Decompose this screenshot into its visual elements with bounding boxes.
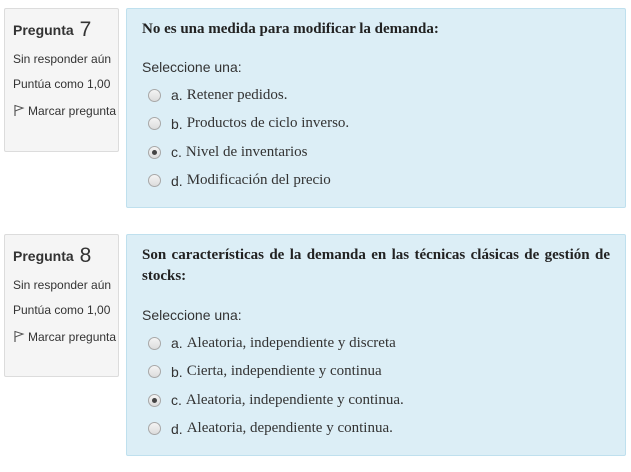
answer-letter: b. (171, 115, 183, 132)
radio-button[interactable] (148, 365, 161, 378)
answer-list (142, 329, 610, 443)
answer-text: Cierta, independiente y continua (186, 363, 382, 380)
answer-option-d[interactable] (142, 167, 610, 196)
question-label: Pregunta (13, 22, 74, 38)
answer-option-b[interactable] (142, 358, 610, 387)
question-number-value: 8 (79, 244, 92, 267)
answer-letter: d. (171, 420, 183, 437)
answer-list (142, 81, 610, 195)
answer-text: Aleatoria, independiente y continua. (185, 391, 404, 408)
question-info (4, 8, 119, 152)
answer-text: Productos de ciclo inverso. (186, 115, 350, 132)
flag-label: Marcar pregunta (28, 330, 117, 344)
answer-letter: c. (171, 392, 182, 409)
question-number (13, 243, 118, 267)
question-grade: Puntúa como 1,00 (13, 303, 111, 317)
flag-icon (13, 330, 25, 342)
radio-button[interactable] (148, 337, 161, 350)
radio-button-selected[interactable] (148, 146, 161, 159)
answer-option-d[interactable] (142, 415, 610, 444)
answer-letter: a. (171, 87, 183, 104)
answer-prompt: Seleccione una: (142, 59, 242, 75)
answer-text: Nivel de inventarios (185, 143, 308, 160)
answer-option-c[interactable] (142, 138, 610, 167)
answer-letter: c. (171, 144, 182, 161)
answer-option-b[interactable] (142, 110, 610, 139)
answer-text: Modificación del precio (186, 172, 331, 189)
question-content (126, 234, 626, 456)
question-label: Pregunta (13, 248, 74, 264)
question-content (126, 8, 626, 208)
radio-button[interactable] (148, 117, 161, 130)
flag-question-link[interactable] (13, 327, 118, 347)
radio-button[interactable] (148, 89, 161, 102)
question-8 (4, 234, 626, 458)
question-grade: Puntúa como 1,00 (13, 77, 111, 91)
question-info (4, 234, 119, 377)
radio-button-selected[interactable] (148, 394, 161, 407)
question-7 (4, 8, 626, 208)
question-state: Sin responder aún (13, 52, 112, 66)
flag-question-link[interactable] (13, 101, 118, 121)
question-number-value: 7 (79, 18, 92, 41)
answer-text: Aleatoria, independiente y discreta (186, 334, 396, 351)
answer-text: Retener pedidos. (186, 86, 288, 103)
answer-letter: b. (171, 363, 183, 380)
answer-text: Aleatoria, dependiente y continua. (186, 420, 393, 437)
answer-prompt: Seleccione una: (142, 307, 242, 323)
answer-option-c[interactable] (142, 386, 610, 415)
answer-option-a[interactable] (142, 81, 610, 110)
answer-letter: d. (171, 172, 183, 189)
question-text: Son características de la demanda en las técnicas clásicas de gestión de stocks: (142, 247, 610, 284)
radio-button[interactable] (148, 422, 161, 435)
question-number (13, 17, 118, 41)
question-state: Sin responder aún (13, 278, 112, 292)
answer-letter: a. (171, 335, 183, 352)
flag-label: Marcar pregunta (28, 104, 117, 118)
answer-option-a[interactable] (142, 329, 610, 358)
flag-icon (13, 104, 25, 116)
radio-button[interactable] (148, 174, 161, 187)
question-text: No es una medida para modificar la demanda: (142, 21, 439, 37)
